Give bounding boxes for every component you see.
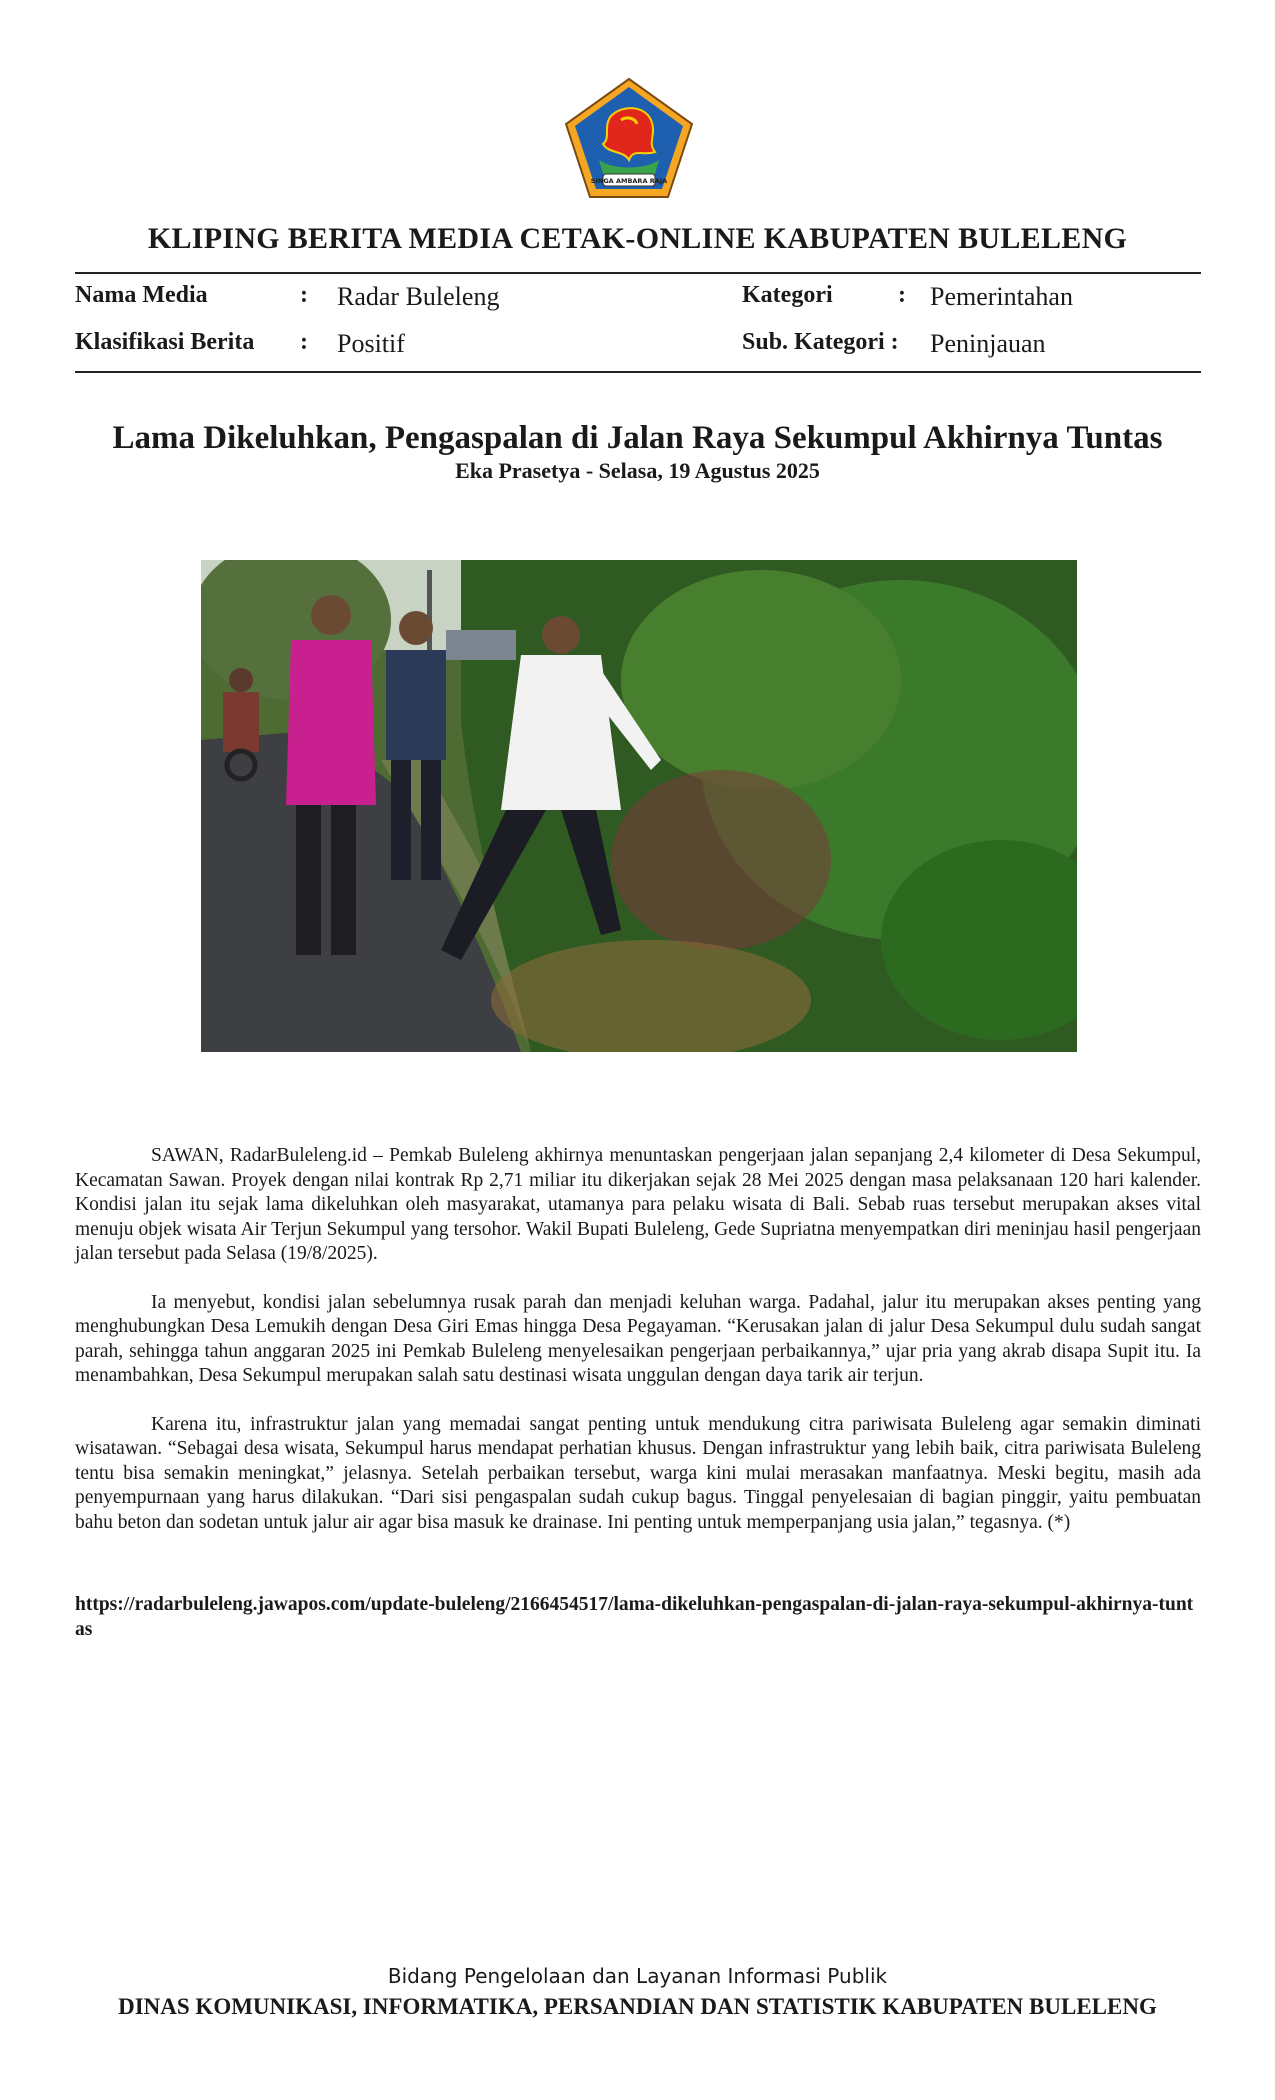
article-headline: Lama Dikeluhkan, Pengaspalan di Jalan Raya Sekumpul Akhirnya Tuntas	[112, 420, 1163, 456]
source-link[interactable]: https://radarbuleleng.jawapos.com/update-buleleng/2166454517/lama-dikeluhkan-pengaspalan-di-jalan-raya-sekumpul-akhirnya-tuntas	[75, 1594, 1194, 1640]
header-divider-bottom	[75, 371, 1201, 373]
header-divider-top	[75, 272, 1201, 274]
buleleng-emblem-logo	[563, 76, 695, 200]
article-paragraph-2: Ia menyebut, kondisi jalan sebelumnya rusak parah dan menjadi keluhan warga. Padahal, jalur itu merupakan akses penting yang menghubungkan Desa Lemukih dengan Desa Giri Emas hingga Desa Pegayaman. “Kerusakan jalan di jalur Desa Sekumpul dulu sudah sangat parah, sehingga tahun anggaran 2025 ini Pemkab Buleleng menyelesaikan pengerjaan perbaikannya,” ujar pria yang akrab disapa Supit itu. Ia menambahkan, Desa Sekumpul merupakan salah satu destinasi wisata unggulan dengan daya tarik air terjun.	[75, 1291, 1201, 1386]
media-value: Radar Buleleng	[337, 282, 500, 311]
article-photo	[201, 560, 1077, 1052]
media-label: Nama Media	[75, 282, 208, 308]
article-byline: Eka Prasetya - Selasa, 19 Agustus 2025	[455, 458, 820, 483]
media-colon: :	[300, 282, 308, 308]
classification-value: Positif	[337, 329, 405, 358]
article-paragraph-3: Karena itu, infrastruktur jalan yang memadai sangat penting untuk mendukung citra pariwisata Buleleng agar semakin diminati wisatawan. “Sebagai desa wisata, Sekumpul harus mendapat perhatian khusus. Dengan infrastruktur yang lebih baik, citra pariwisata Buleleng tentu bisa semakin meningkat,” jelasnya. Setelah perbaikan tersebut, warga kini mulai merasakan manfaatnya. Meski begitu, masih ada penyempurnaan yang harus dilakukan. “Dari sisi pengaspalan sudah cukup bagus. Tinggal penyelesaian di bagian pinggir, yaitu pembuatan bahu beton dan sodetan untuk jalur air agar bisa masuk ke drainase. Ini penting untuk memperpanjang usia jalan,” tegasnya. (*)	[75, 1413, 1201, 1533]
article-body	[75, 1144, 1201, 1559]
article-paragraph-1: SAWAN, RadarBuleleng.id – Pemkab Buleleng akhirnya menuntaskan pengerjaan jalan sepanjang 2,4 kilometer di Desa Sekumpul, Kecamatan Sawan. Proyek dengan nilai kontrak Rp 2,71 miliar itu dikerjakan sejak 28 Mei 2025 dengan masa pelaksanaan 120 hari kalender. Kondisi jalan itu sejak lama dikeluhkan oleh masyarakat, utamanya para pelaku wisata di Bali. Sebab ruas tersebut merupakan akses vital menuju objek wisata Air Terjun Sekumpul yang tersohor. Wakil Bupati Buleleng, Gede Supriatna menyempatkan diri meninjau hasil pengerjaan jalan tersebut pada Selasa (19/8/2025).	[75, 1145, 1201, 1264]
category-label: Kategori	[742, 282, 833, 308]
footer-department: DINAS KOMUNIKASI, INFORMATIKA, PERSANDIAN DAN STATISTIK KABUPATEN BULELENG	[118, 1994, 1157, 2019]
subcategory-value: Peninjauan	[930, 329, 1046, 358]
category-colon: :	[898, 282, 906, 308]
subcategory-label: Sub. Kategori :	[742, 329, 899, 355]
document-title: KLIPING BERITA MEDIA CETAK-ONLINE KABUPATEN BULELENG	[147, 222, 1128, 255]
footer-unit: Bidang Pengelolaan dan Layanan Informasi Publik	[387, 1964, 888, 1988]
category-value: Pemerintahan	[930, 282, 1073, 311]
classification-label: Klasifikasi Berita	[75, 329, 255, 355]
classification-colon: :	[300, 329, 308, 355]
emblem-motto: SINGA AMBARA RAJA	[590, 177, 668, 185]
